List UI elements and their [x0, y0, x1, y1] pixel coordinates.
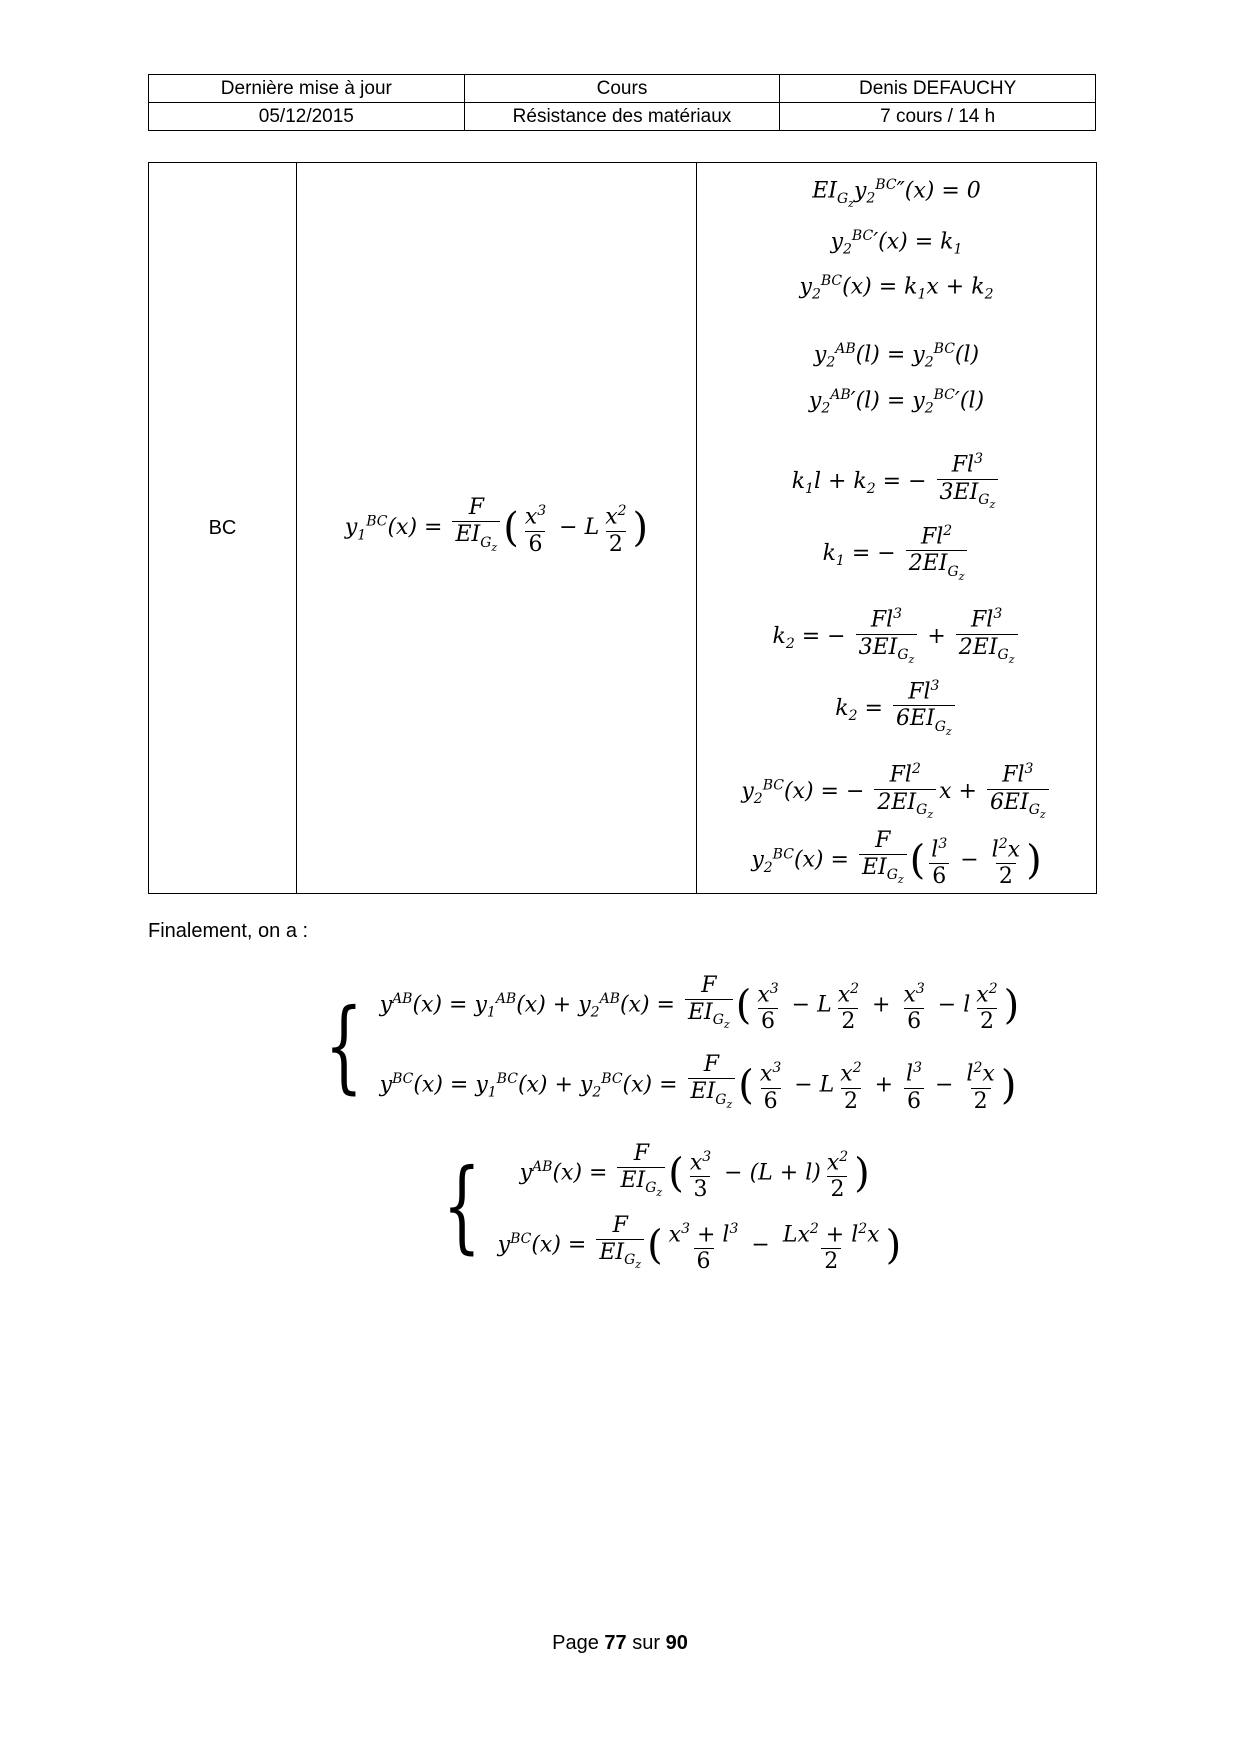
eq-general-solution: $y_2^{BC}(x) = k_1x + k_2$ [799, 273, 994, 303]
y1-bc-equation: $y_1^{BC}(x)$ = $\frac{F}{EI_{G_z}}$ ( $\frac{x^3}{6}$ − L $\frac{x^2}{2}$ ) [297, 163, 697, 894]
y2-bc-derivation [697, 163, 1097, 894]
eq-y2-bc-expanded: $y_2^{BC}(x)$ = − $\frac{Fl^2}{2EI_{G_z}}$ x + $\frac{Fl^3}{6EI_{G_z}}$ [697, 756, 1096, 828]
eq-continuity-slope: $y_2^{AB}'(l) = y_2^{BC}'(l)$ [808, 386, 985, 417]
segment-label: BC [149, 163, 297, 894]
eq-y-bc-sum: $y^{BC}(x) = y_1^{BC}(x) + y_2^{BC}(x)$ = $\frac{F}{EI_{G_z}}$ ( $\frac{x^3}{6}$ − L $\frac{x^2}{2}$ + $\frac{l^3}{6}$ − $\frac{l^2x}{2}$ ) [380, 1046, 1020, 1126]
table-row-bc [149, 163, 1097, 894]
header-row-1 [149, 75, 1096, 103]
eq-k1l-plus-k2: $k_1l + k_2$ = − $\frac{Fl^3}{3EI_{G_z}}$ [697, 446, 1096, 518]
beam-table [148, 162, 1097, 894]
course-label: Cours [464, 75, 780, 103]
eq-y-ab-final: $y^{AB}(x)$ = $\frac{F}{EI_{G_z}}$ ( $\frac{x^3}{3}$ − (L + l) $\frac{x^2}{2}$ ) [498, 1134, 902, 1206]
eq-k2: $k_2$ = $\frac{Fl^3}{6EI_{G_z}}$ [697, 673, 1096, 745]
eq-y-ab-sum: $y^{AB}(x) = y_1^{AB}(x) + y_2^{AB}(x)$ = $\frac{F}{EI_{G_z}}$ ( $\frac{x^3}{6}$ − L $\frac{x^2}{2}$ + $\frac{x^3}{6}$ − l $\frac{x^2}{2}$ ) [380, 966, 1020, 1046]
page-sep: sur [632, 1632, 661, 1654]
conclusion-intro: Finalement, on a : [148, 920, 309, 942]
eq-first-derivative: $y_2^{BC}'(x) = k_1$ [830, 227, 963, 258]
header-table [148, 74, 1096, 131]
eq-second-derivative: $EI_{G_z}y_2^{BC}''(x) = 0$ [812, 177, 981, 210]
eq-y2-bc-factored: $y_2^{BC}(x)$ = $\frac{F}{EI_{G_z}}$ ( $\frac{l^3}{6}$ − $\frac{l^2x}{2}$ ) [697, 828, 1096, 893]
eq-k1: $k_1$ = − $\frac{Fl^2}{2EI_{G_z}}$ [697, 518, 1096, 590]
header-row-2 [149, 103, 1096, 131]
page-current: 77 [604, 1632, 627, 1654]
page-total: 90 [665, 1632, 688, 1654]
author-name: Denis DEFAUCHY [780, 75, 1096, 103]
last-update-date: 05/12/2015 [149, 103, 465, 131]
deflection-system-final [430, 1134, 901, 1279]
eq-y-bc-final: $y^{BC}(x)$ = $\frac{F}{EI_{G_z}}$ ( $\frac{x^3 + l^3}{6}$ − $\frac{Lx^2 + l^2x}{2}$ ) [498, 1206, 902, 1278]
left-brace: { [442, 1147, 481, 1265]
page-word: Page [552, 1632, 599, 1654]
eq-continuity-position: $y_2^{AB}(l) = y_2^{BC}(l)$ [813, 340, 980, 371]
deflection-system-sum [312, 966, 1019, 1125]
last-update-label: Dernière mise à jour [149, 75, 465, 103]
course-duration: 7 cours / 14 h [780, 103, 1096, 131]
left-brace: { [324, 986, 363, 1104]
page-footer [0, 1632, 1240, 1655]
course-title: Résistance des matériaux [464, 103, 780, 131]
eq-k2-sum: $k_2$ = − $\frac{Fl^3}{3EI_{G_z}}$ + $\frac{Fl^3}{2EI_{G_z}}$ [697, 601, 1096, 673]
